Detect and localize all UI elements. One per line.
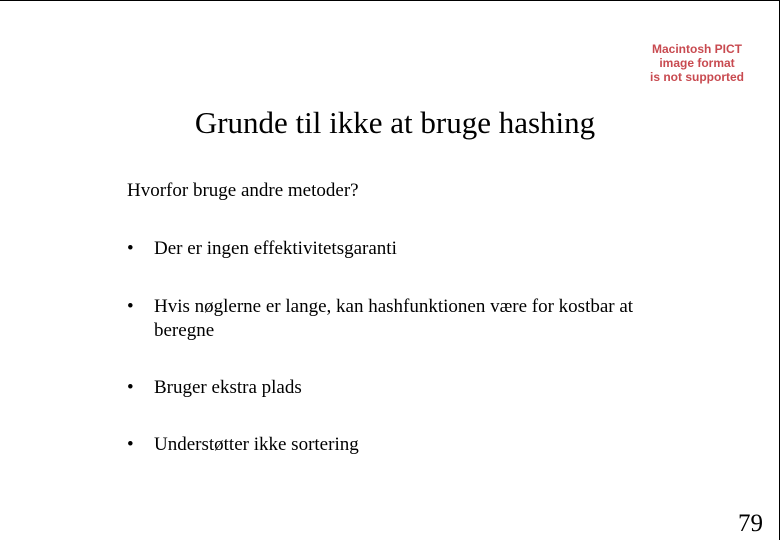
bullet-item [127,295,694,343]
unsupported-image-placeholder [634,42,760,84]
placeholder-line: is not supported [650,70,744,84]
bullet-marker: • [127,238,134,259]
bullet-text: Bruger ekstra plads [154,377,302,398]
slide-subtitle: Hvorfor bruge andre metoder? [127,180,359,201]
bullet-text: Der er ingen effektivitetsgaranti [154,238,397,259]
bullet-item [127,237,694,261]
placeholder-line: Macintosh PICT [651,42,742,56]
page-number: 79 [738,510,763,537]
slide-title: Grunde til ikke at bruge hashing [194,105,596,140]
bullet-marker: • [127,296,134,317]
bullet-item [127,433,694,457]
placeholder-line: image format [659,56,735,70]
bullet-marker: • [127,377,134,398]
bullet-text: Understøtter ikke sortering [154,434,359,455]
bullet-marker: • [127,434,134,455]
bullet-item [127,376,694,400]
bullet-text: Hvis nøglerne er lange, kan hashfunktionen være for kostbar at beregne [154,296,634,341]
